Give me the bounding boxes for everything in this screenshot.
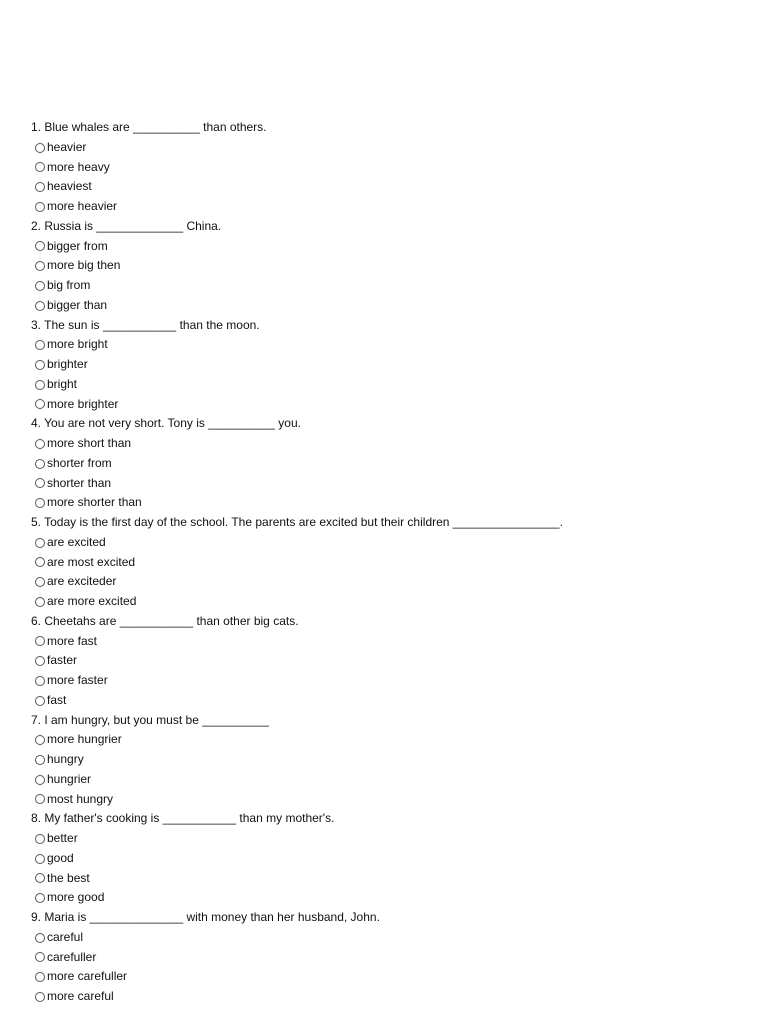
- radio-button-icon[interactable]: [35, 478, 45, 488]
- option-label: more shorter than: [47, 495, 142, 510]
- quiz-list: [0, 118, 768, 1007]
- radio-button-icon[interactable]: [35, 182, 45, 192]
- radio-button-icon[interactable]: [35, 893, 45, 903]
- option-label: more carefuller: [47, 969, 128, 984]
- answer-option-q2-2[interactable]: [0, 256, 768, 276]
- question-block-5: [0, 513, 768, 612]
- option-label: are most excited: [47, 554, 136, 569]
- option-label: bigger from: [47, 238, 108, 253]
- answer-option-q4-3[interactable]: [0, 474, 768, 494]
- question-text: 8. My father's cooking is ___________ than my mother's.: [31, 811, 335, 826]
- option-label: most hungry: [47, 791, 114, 806]
- answer-option-q8-3[interactable]: [0, 869, 768, 889]
- option-label: heavier: [47, 139, 87, 154]
- question-block-7: [0, 711, 768, 810]
- option-label: big from: [47, 278, 91, 292]
- radio-button-icon[interactable]: [35, 775, 45, 785]
- question-text: 6. Cheetahs are ___________ than other big cats.: [31, 613, 299, 628]
- radio-button-icon[interactable]: [35, 261, 45, 271]
- radio-button-icon[interactable]: [35, 696, 45, 706]
- option-label: are excited: [47, 534, 106, 549]
- answer-option-q3-2[interactable]: [0, 355, 768, 375]
- option-label: faster: [47, 653, 78, 668]
- radio-button-icon[interactable]: [35, 676, 45, 686]
- radio-button-icon[interactable]: [35, 834, 45, 844]
- radio-button-icon[interactable]: [35, 360, 45, 370]
- answer-option-q5-4[interactable]: [0, 592, 768, 612]
- option-label: hungrier: [47, 771, 92, 786]
- question-block-9: [0, 908, 768, 1007]
- option-label: more fast: [47, 633, 98, 648]
- answer-option-q6-1[interactable]: [0, 632, 768, 652]
- answer-option-q9-2[interactable]: [0, 948, 768, 968]
- question-block-1: [0, 118, 768, 217]
- answer-option-q6-3[interactable]: [0, 671, 768, 691]
- radio-button-icon[interactable]: [35, 202, 45, 212]
- answer-option-q9-3[interactable]: [0, 967, 768, 987]
- answer-option-q9-1[interactable]: [0, 928, 768, 948]
- answer-option-q1-3[interactable]: [0, 177, 768, 197]
- option-label: carefuller: [47, 949, 97, 964]
- radio-button-icon[interactable]: [35, 636, 45, 646]
- question-block-4: [0, 414, 768, 513]
- radio-button-icon[interactable]: [35, 380, 45, 390]
- option-label: more heavy: [47, 159, 110, 174]
- answer-option-q4-4[interactable]: [0, 493, 768, 513]
- radio-button-icon[interactable]: [35, 340, 45, 350]
- answer-option-q7-2[interactable]: [0, 750, 768, 770]
- radio-button-icon[interactable]: [35, 656, 45, 666]
- radio-button-icon[interactable]: [35, 794, 45, 804]
- answer-option-q1-1[interactable]: [0, 138, 768, 158]
- option-label: are exciteder: [47, 574, 117, 589]
- question-text: 2. Russia is _____________ China.: [31, 218, 222, 233]
- radio-button-icon[interactable]: [35, 755, 45, 765]
- question-text: 5. Today is the first day of the school. The parents are excited but their children ________________.: [31, 515, 563, 529]
- radio-button-icon[interactable]: [35, 399, 45, 409]
- option-label: brighter: [47, 357, 88, 371]
- radio-button-icon[interactable]: [35, 143, 45, 153]
- option-label: more careful: [47, 989, 114, 1003]
- option-label: more good: [47, 890, 105, 905]
- option-label: more big then: [47, 258, 121, 273]
- answer-option-q5-1[interactable]: [0, 533, 768, 553]
- option-label: are more excited: [47, 594, 137, 608]
- answer-option-q2-4[interactable]: [0, 296, 768, 316]
- answer-option-q5-2[interactable]: [0, 553, 768, 573]
- radio-button-icon[interactable]: [35, 498, 45, 508]
- option-label: more heavier: [47, 199, 118, 213]
- radio-button-icon[interactable]: [35, 301, 45, 311]
- answer-option-q4-1[interactable]: [0, 434, 768, 454]
- radio-button-icon[interactable]: [35, 972, 45, 982]
- option-label: better: [47, 831, 78, 845]
- radio-button-icon[interactable]: [35, 577, 45, 587]
- answer-option-q7-3[interactable]: [0, 770, 768, 790]
- answer-option-q1-4[interactable]: [0, 197, 768, 217]
- answer-option-q3-3[interactable]: [0, 375, 768, 395]
- radio-button-icon[interactable]: [35, 735, 45, 745]
- question-text: 7. I am hungry, but you must be __________: [31, 712, 269, 727]
- question-block-3: [0, 316, 768, 415]
- question-text: 9. Maria is ______________ with money than her husband, John.: [31, 910, 380, 924]
- answer-option-q8-1[interactable]: [0, 829, 768, 849]
- radio-button-icon[interactable]: [35, 992, 45, 1002]
- radio-button-icon[interactable]: [35, 557, 45, 567]
- option-label: heaviest: [47, 179, 92, 194]
- option-label: the best: [47, 870, 90, 885]
- answer-option-q6-2[interactable]: [0, 651, 768, 671]
- radio-button-icon[interactable]: [35, 933, 45, 943]
- option-label: shorter from: [47, 455, 112, 470]
- answer-option-q2-3[interactable]: [0, 276, 768, 296]
- option-label: more hungrier: [47, 732, 122, 747]
- question-text: 3. The sun is ___________ than the moon.: [31, 317, 260, 332]
- radio-button-icon[interactable]: [35, 459, 45, 469]
- option-label: more bright: [47, 337, 108, 352]
- radio-button-icon[interactable]: [35, 439, 45, 449]
- option-label: more short than: [47, 436, 132, 450]
- answer-option-q8-2[interactable]: [0, 849, 768, 869]
- answer-option-q4-2[interactable]: [0, 454, 768, 474]
- answer-option-q8-4[interactable]: [0, 888, 768, 908]
- radio-button-icon[interactable]: [35, 281, 45, 291]
- option-label: bigger than: [47, 297, 108, 312]
- question-block-6: [0, 612, 768, 711]
- answer-option-q7-4[interactable]: [0, 790, 768, 810]
- answer-option-q7-1[interactable]: [0, 730, 768, 750]
- question-block-8: [0, 809, 768, 908]
- answer-option-q2-1[interactable]: [0, 237, 768, 257]
- answer-option-q9-4[interactable]: [0, 987, 768, 1007]
- radio-button-icon[interactable]: [35, 873, 45, 883]
- answer-option-q3-1[interactable]: [0, 335, 768, 355]
- option-label: hungry: [47, 752, 84, 766]
- radio-button-icon[interactable]: [35, 952, 45, 962]
- radio-button-icon[interactable]: [35, 854, 45, 864]
- option-label: shorter than: [47, 475, 112, 490]
- answer-option-q3-4[interactable]: [0, 395, 768, 415]
- answer-option-q6-4[interactable]: [0, 691, 768, 711]
- question-text: 1. Blue whales are __________ than others.: [31, 120, 267, 134]
- option-label: more brighter: [47, 396, 119, 411]
- question-text: 4. You are not very short. Tony is __________ you.: [31, 416, 301, 431]
- option-label: careful: [47, 929, 84, 944]
- radio-button-icon[interactable]: [35, 538, 45, 548]
- radio-button-icon[interactable]: [35, 162, 45, 172]
- radio-button-icon[interactable]: [35, 241, 45, 251]
- option-label: good: [47, 850, 74, 865]
- option-label: more faster: [47, 673, 108, 687]
- option-label: bright: [47, 376, 78, 391]
- radio-button-icon[interactable]: [35, 597, 45, 607]
- option-label: fast: [47, 692, 67, 707]
- answer-option-q5-3[interactable]: [0, 572, 768, 592]
- question-block-2: [0, 217, 768, 316]
- answer-option-q1-2[interactable]: [0, 158, 768, 178]
